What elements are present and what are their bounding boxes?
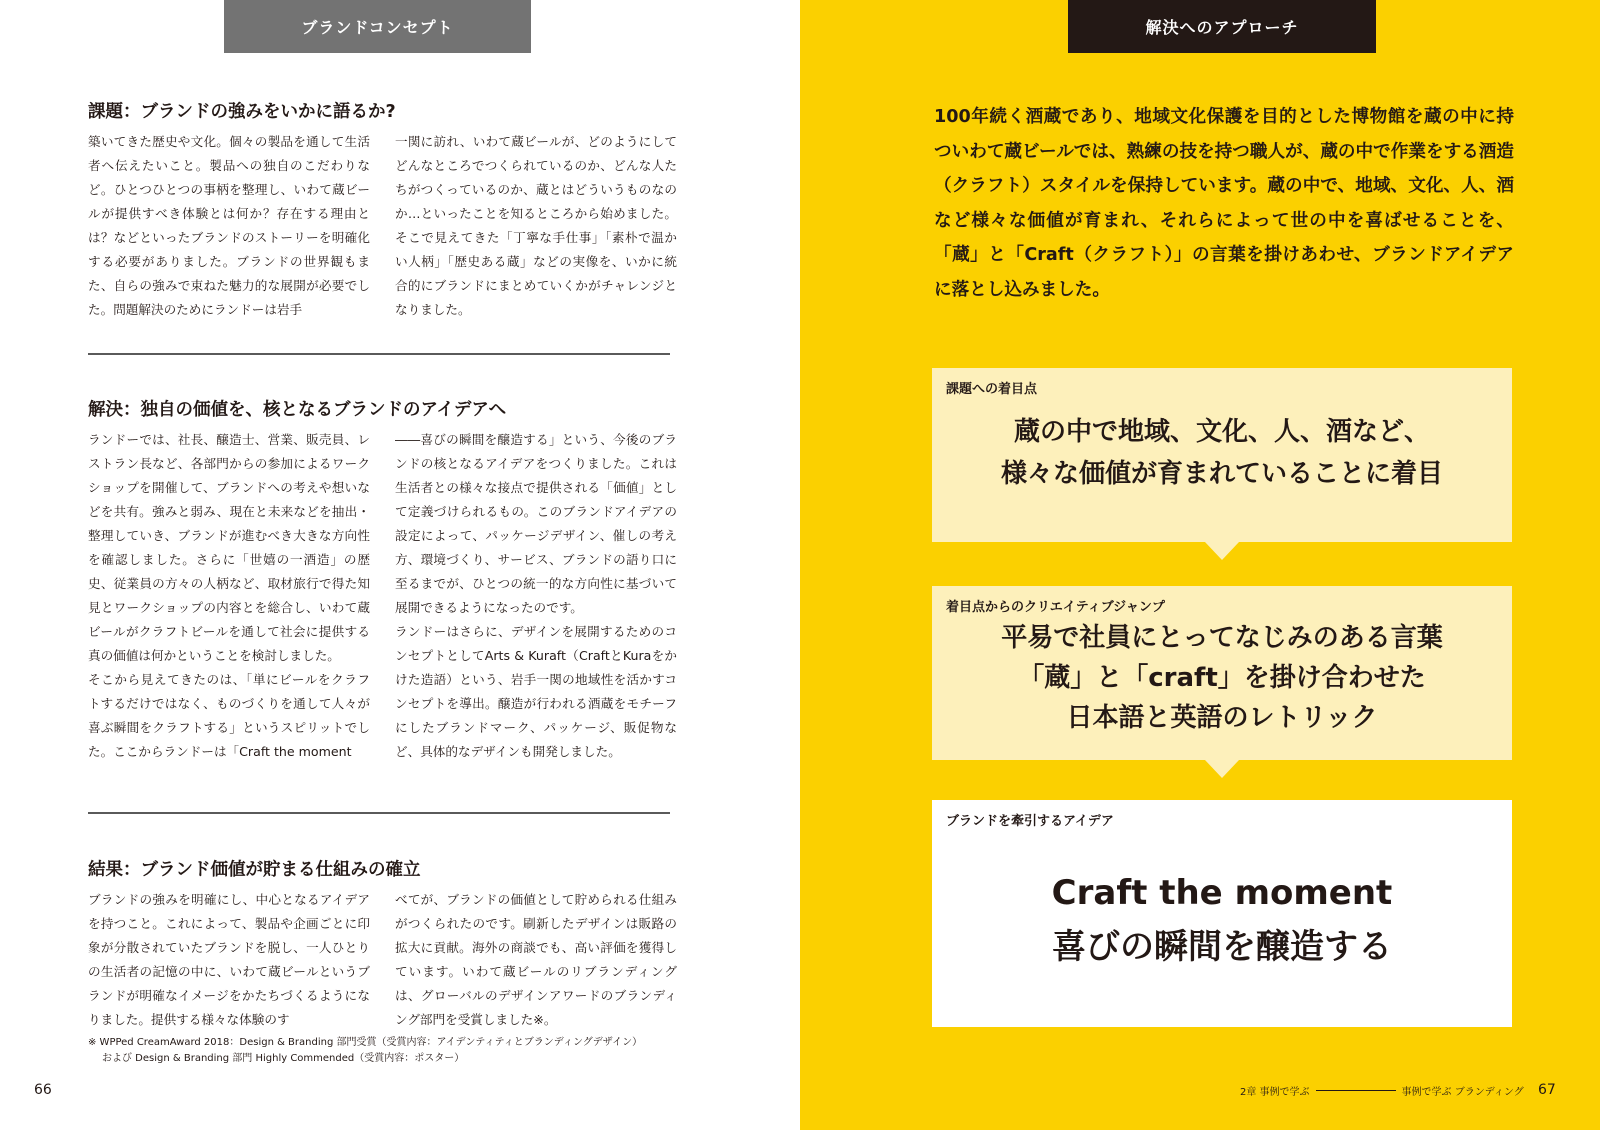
heading-solution: 解決：独自の価値を、核となるブランドのアイデアへ [88, 400, 507, 420]
divider [88, 353, 670, 355]
footnote [88, 1035, 688, 1067]
callout-line: 蔵の中で地域、文化、人、酒など、 [1013, 417, 1430, 447]
challenge-text-col2: 一関に訪れ、いわて蔵ビールが、どのようにしてどんなところでつくられているのか、どんな人たちがつくっているのか、蔵とはどういうものなのか…といったことを知るところから始めました。そこで見えてきた「丁寧な手仕事」「素朴で温かい人柄」「歴史ある蔵」などの実像を、いかに統合的にブランドにまとめていくかがチャレンジとなりました。 [395, 134, 677, 317]
callout-line: 「蔵」と「craft」を掛け合わせた [1018, 663, 1426, 693]
divider [88, 812, 670, 814]
result-text-col1: ブランドの強みを明確にし、中心となるアイデアを持つこと。これによって、製品や企画ごとに印象が分散されていたブランドを脱し、一人ひとりの生活者の記憶の中に、いわて蔵ビールというブランドが明確なイメージをかたちづくるようになりました。提供する様々な体験のす [88, 892, 370, 1027]
running-footer [1240, 1083, 1524, 1098]
callout-focus-point [932, 368, 1512, 542]
callout-line: 喜びの瞬間を醸造する [1052, 927, 1392, 967]
callout-label: 課題への着目点 [946, 382, 1038, 397]
callout-line: Craft the moment [1051, 873, 1393, 913]
running-divider [1316, 1090, 1396, 1091]
running-chapter: 2章 事例で学ぶ [1240, 1087, 1310, 1098]
page-number-right: 67 [1538, 1082, 1556, 1098]
callout-creative-jump [932, 586, 1512, 760]
callout-headline [932, 411, 1512, 495]
section-tab-approach: 解決へのアプローチ [1068, 0, 1376, 53]
callout-headline [932, 866, 1512, 974]
callout-headline [932, 618, 1512, 738]
solution-text-col1: ランドーでは、社長、醸造士、営業、販売員、レストラン長など、各部門からの参加によるワークショップを開催して、ブランドへの考えや想いなどを共有。強みと弱み、現在と未来などを抽出・整理していき、ブランドが進むべき大きな方向性を確認しました。さらに「世嬉の一酒造」の歴史、従業員の方々の人柄など、取材旅行で得た知見とワークショップの内容とを総合し、いわて蔵ビールがクラフトビールを通して社会に提供する真の価値は何かということを検討しました。 そこから見えてきたのは、「単にビールをクラフトするだけではなく、ものづくりを通して人々が喜ぶ瞬間をクラフトする」というスピリットでした。ここからランドーは「Craft the moment [88, 432, 370, 759]
solution-text-col2: ――喜びの瞬間を醸造する」という、今後のブランドの核となるアイデアをつくりました。これは生活者との様々な接点で提供される「価値」として定義づけられるもの。このブランドアイデアの設定によって、パッケージデザイン、催しの考え方、環境づくり、サービス、ブランドの語り口に至るまでが、ひとつの統一的な方向性に基づいて展開できるようになったのです。 ランドーはさらに、デザインを展開するためのコンセプトとしてArts & Kuraft（CraftとKuraをかけた造語）という、岩手一関の地域性を活かすコンセプトを導出。醸造が行われる酒蔵をモチーフにしたブランドマーク、パッケージ、販促物など、具体的なデザインも開発しました。 [395, 432, 677, 759]
callout-line: 日本語と英語のレトリック [1066, 703, 1378, 733]
running-title: 事例で学ぶ ブランディング [1401, 1087, 1524, 1098]
section-tab-brand-concept: ブランドコンセプト [224, 0, 531, 53]
approach-intro-text: 100年続く酒蔵であり、地域文化保護を目的とした博物館を蔵の中に持ついわて蔵ビールでは、熟練の技を持つ職人が、蔵の中で作業をする酒造（クラフト）スタイルを保持しています。蔵の中で、地域、文化、人、酒など様々な価値が育まれ、それらによって世の中を喜ばせることを、「蔵」と「Craft（クラフト）」の言葉を掛けあわせ、ブランドアイデアに落とし込みました。 [934, 107, 1514, 300]
callout-line: 様々な価値が育まれていることに着目 [1000, 459, 1443, 489]
page-number-left: 66 [34, 1082, 52, 1098]
footnote-line: および Design & Branding 部門 Highly Commended（受賞内容：ポスター） [102, 1053, 465, 1064]
down-arrow-icon [1205, 760, 1239, 778]
heading-result: 結果：ブランド価値が貯まる仕組みの確立 [88, 860, 421, 880]
callout-label: ブランドを牽引するアイデア [946, 814, 1114, 829]
callout-brand-idea [932, 800, 1512, 1027]
down-arrow-icon [1205, 542, 1239, 560]
callout-line: 平易で社員にとってなじみのある言葉 [1001, 623, 1443, 653]
heading-challenge: 課題：ブランドの強みをいかに語るか? [88, 102, 396, 122]
callout-label: 着目点からのクリエイティブジャンプ [946, 600, 1165, 615]
result-text-col2: べてが、ブランドの価値として貯められる仕組みがつくられたのです。刷新したデザインは販路の拡大に貢献。海外の商談でも、高い評価を獲得しています。いわて蔵ビールのリブランディングは、グローバルのデザインアワードのブランディング部門を受賞しました※。 [395, 892, 677, 1027]
footnote-line: ※ WPPed CreamAward 2018：Design & Branding 部門受賞（受賞内容：アイデンティティとブランディングデザイン） [88, 1037, 643, 1048]
challenge-text-col1: 築いてきた歴史や文化。個々の製品を通して生活者へ伝えたいこと。製品への独自のこだわりなど。ひとつひとつの事柄を整理し、いわて蔵ビールが提供すべき体験とは何か？存在する理由とは？などといったブランドのストーリーを明確化する必要がありました。ブランドの世界観もまた、自らの強みで束ねた魅力的な展開が必要でした。問題解決のためにランドーは岩手 [88, 134, 370, 317]
